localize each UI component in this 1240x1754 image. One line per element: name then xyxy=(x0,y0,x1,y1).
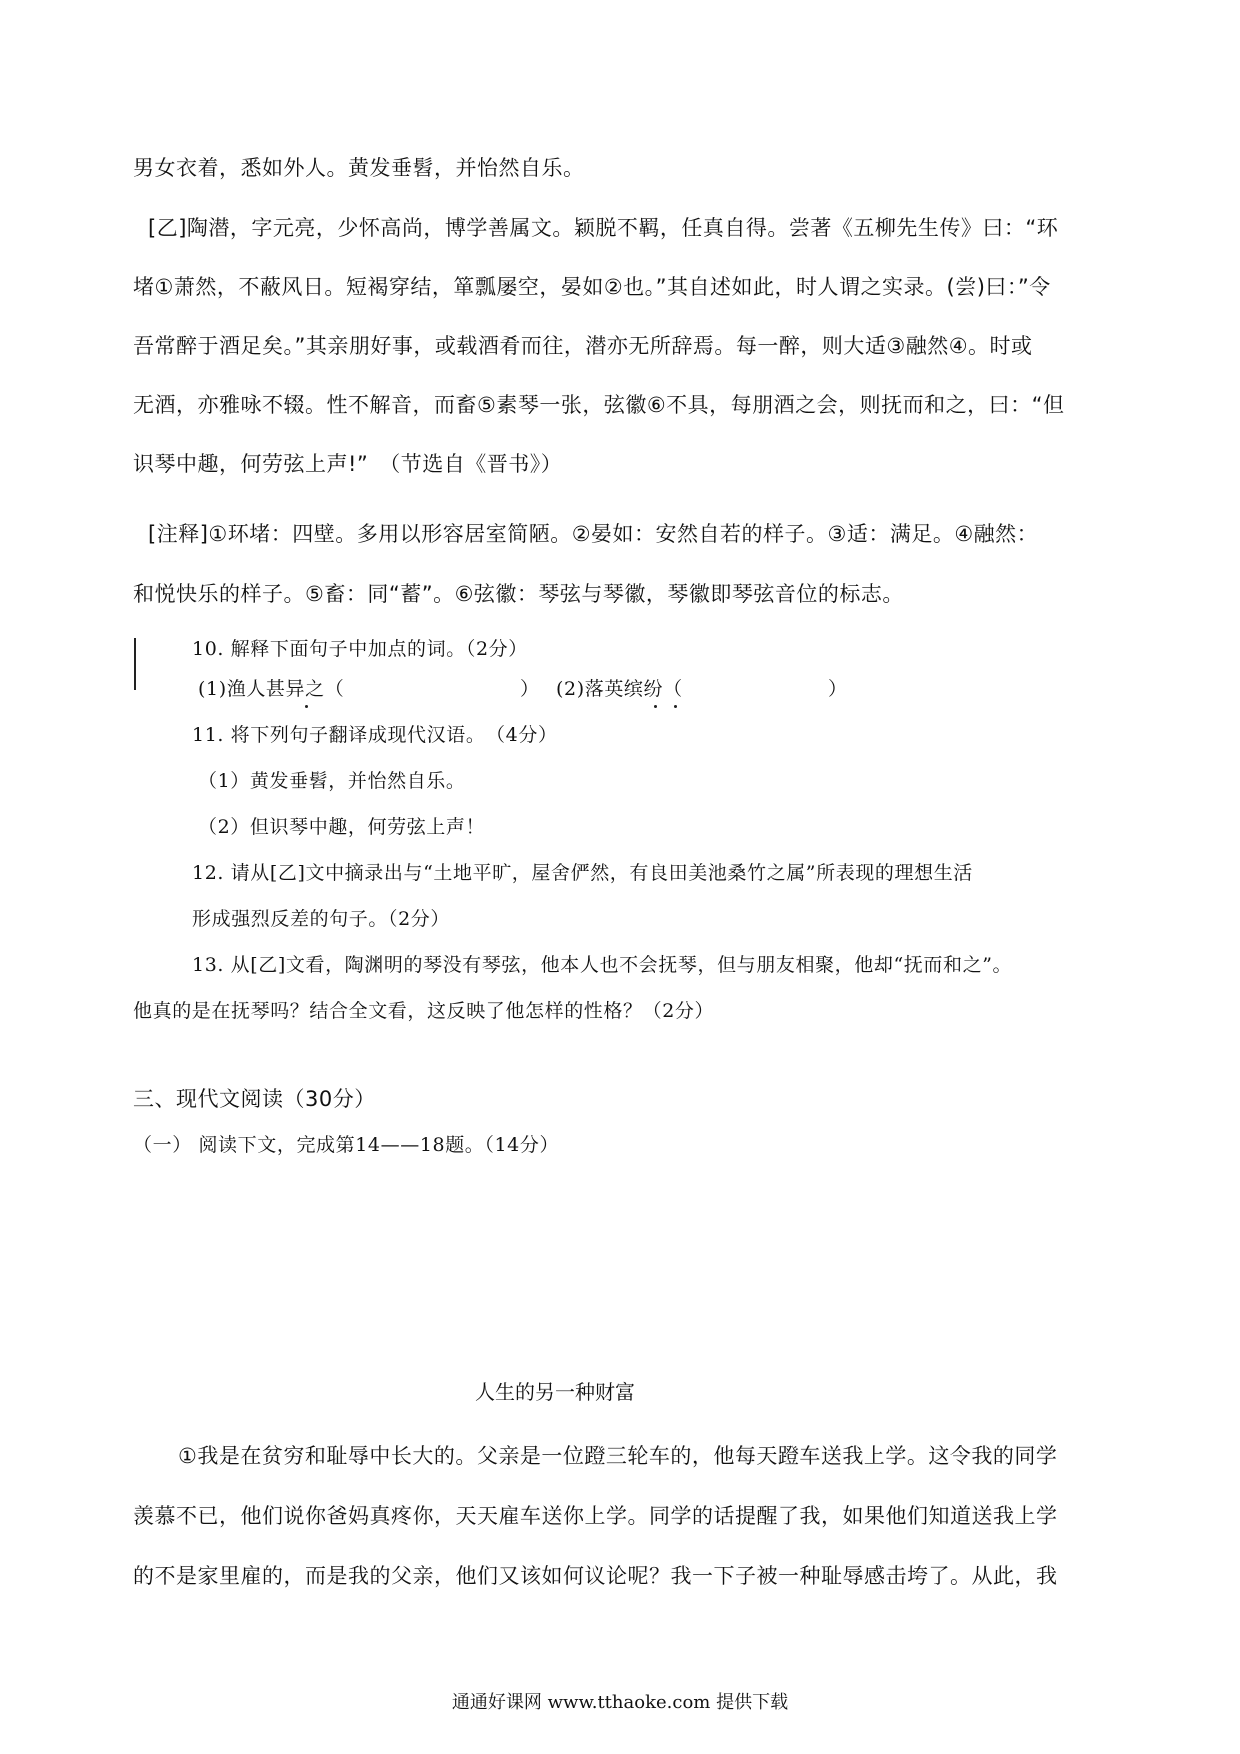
q10-stem: 10. 解释下面句子中加点的词。（2分） xyxy=(192,638,528,660)
q13-line-2: 他真的是在抚琴吗？结合全文看，这反映了他怎样的性格？（2分） xyxy=(133,1000,715,1022)
passage-yi-line-2: 堵①萧然，不蔽风日。短褐穿结，箪瓢屡空，晏如②也。”其自述如此，时人谓之实录。(尝)曰：”令 xyxy=(133,275,1051,299)
passage-yi-line-1: [乙]陶潜，字元亮，少怀高尚，博学善属文。颖脱不羁，任真自得。尝著《五柳先生传》曰：“环 xyxy=(148,216,1059,240)
q10-item2: (2)落英缤纷（ xyxy=(556,678,683,700)
passage-yi-line-4: 无酒，亦雅咏不辍。性不解音，而畜⑤素琴一张，弦徽⑥不具，每朋酒之会，则抚而和之，曰：“但 xyxy=(133,393,1065,417)
q11-item2: （2）但识琴中趣，何劳弦上声！ xyxy=(198,816,486,838)
q12-line-2: 形成强烈反差的句子。（2分） xyxy=(192,908,450,930)
essay-line-3: 的不是家里雇的，而是我的父亲，他们又该如何议论呢？我一下子被一种耻辱感击垮了。从此，我 xyxy=(133,1564,1058,1588)
q11-stem: 11. 将下列句子翻译成现代汉语。 （4分） xyxy=(192,724,558,746)
passage-yi-line-3: 吾常醉于酒足矣。”其亲朋好事，或载酒肴而往，潜亦无所辞焉。每一醉，则大适③融然④。时或 xyxy=(133,334,1033,358)
q10-item1: (1)渔人甚异之（ xyxy=(198,678,345,700)
notes-line-2: 和悦快乐的样子。⑤畜：同“蓄”。⑥弦徽：琴弦与琴徽，琴徽即琴弦音位的标志。 xyxy=(133,582,904,606)
footer: 通通好课网 www.tthaoke.com 提供下载 xyxy=(451,1692,789,1713)
passage-jia-tail: 男女衣着，悉如外人。黄发垂髫，并怡然自乐。 xyxy=(133,156,585,180)
section3-sub: （一） 阅读下文，完成第14——18题。（14分） xyxy=(133,1134,560,1156)
q10-item1-close: ） xyxy=(520,678,540,700)
q11-item1: （1）黄发垂髫，并怡然自乐。 xyxy=(198,770,466,792)
section3-heading: 三、现代文阅读（30分） xyxy=(133,1087,376,1111)
emphasis-dot xyxy=(305,705,308,708)
essay-title: 人生的另一种财富 xyxy=(475,1380,635,1404)
essay-line-1: ①我是在贫穷和耻辱中长大的。父亲是一位蹬三轮车的，他每天蹬车送我上学。这令我的同学 xyxy=(178,1444,1058,1468)
q10-item2-close: ） xyxy=(828,678,848,700)
passage-yi-line-5: 识琴中趣，何劳弦上声!” （节选自《晋书》） xyxy=(133,452,563,476)
q13-line-1: 13. 从[乙]文看，陶渊明的琴没有琴弦，他本人也不会抚琴，但与朋友相聚，他却“抚而和之”。 xyxy=(192,954,1013,976)
emphasis-dot xyxy=(674,705,677,708)
emphasis-dot xyxy=(654,705,657,708)
margin-mark xyxy=(134,638,136,690)
q12-line-1: 12. 请从[乙]文中摘录出与“土地平旷，屋舍俨然，有良田美池桑竹之属”所表现的理想生活 xyxy=(192,862,973,884)
notes-line-1: [注释]①环堵：四壁。多用以形容居室简陋。②晏如：安然自若的样子。③适：满足。④融然： xyxy=(148,522,1039,546)
essay-line-2: 羡慕不已，他们说你爸妈真疼你，天天雇车送你上学。同学的话提醒了我，如果他们知道送我上学 xyxy=(133,1504,1058,1528)
